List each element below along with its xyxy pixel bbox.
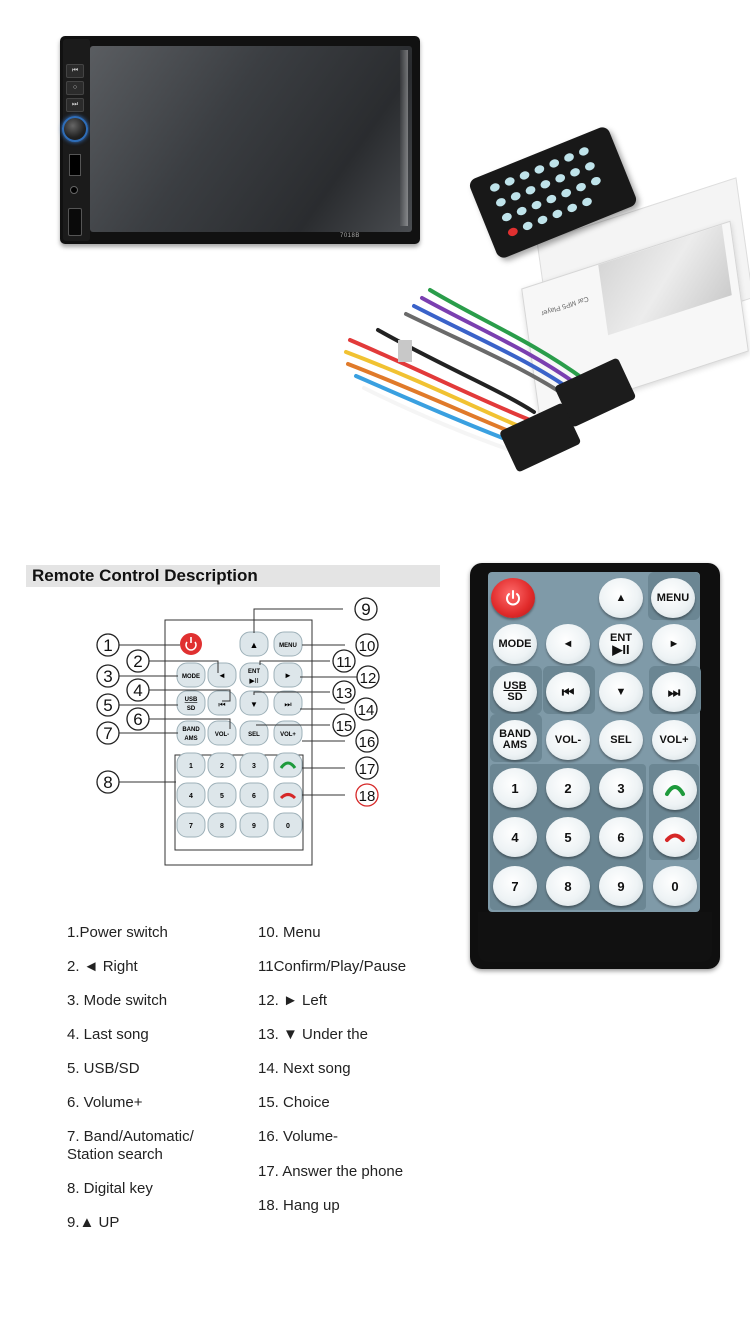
legend-item: 6. Volume+ [67,1094,143,1111]
usb-port [68,208,82,236]
num-key-0[interactable]: 0 [653,866,697,906]
manual-caption: Car MP5 Player [540,294,590,317]
next-key[interactable]: ⏭ [652,672,696,712]
up-key[interactable]: ▲ [599,578,643,618]
diagram-callout-number: 7 [103,724,113,743]
svg-text:SD: SD [186,706,196,712]
legend-item: 4. Last song [67,1026,149,1043]
num-key-9[interactable]: 9 [599,866,643,906]
svg-text:USB: USB [184,697,198,703]
menu-key[interactable]: MENU [651,578,695,618]
down-key[interactable]: ▼ [599,672,643,712]
legend-item: 10. Menu [258,924,321,941]
legend-item: 18. Hang up [258,1197,340,1214]
volume-knob-icon [62,116,88,142]
legend-item: 8. Digital key [67,1180,153,1197]
legend-item: 17. Answer the phone [258,1163,404,1180]
right-key[interactable]: ► [652,624,696,664]
answer-key[interactable] [653,770,697,810]
diagram-num-label: 1 [189,763,193,770]
diagram-callout-number: 1 [103,636,113,655]
diagram-callout-number: 2 [133,652,143,671]
legend-item: 9.▲ UP [67,1214,120,1231]
head-unit-mode-button: ○ [66,81,84,95]
svg-text:⏮: ⏮ [218,700,226,709]
power-key[interactable] [491,578,535,618]
svg-text:VOL+: VOL+ [280,732,296,738]
diagram-num-label: 8 [220,823,224,830]
ent-key[interactable]: ENT ▶II [599,624,643,664]
phone-answer-icon [664,782,686,798]
num-key-6[interactable]: 6 [599,817,643,857]
legend-item: 16. Volume- [258,1128,339,1145]
band-ams-key[interactable]: BAND AMS [493,720,537,760]
diagram-callout-number: 8 [103,773,113,792]
model-label: 7018B [340,233,360,239]
legend-item: 12. ► Left [258,992,328,1009]
svg-text:VOL-: VOL- [214,732,230,738]
svg-text:⏭: ⏭ [284,700,292,709]
fuse-holder-icon [398,340,412,362]
diagram-answer-key [274,753,302,777]
diagram-callout-number: 16 [358,734,376,751]
legend-item: 13. ▼ Under the [258,1026,368,1043]
diagram-callout-number: 9 [361,600,371,619]
diagram-callout-number: 6 [133,710,143,729]
diagram-callout-number: 3 [103,667,113,686]
sel-key[interactable]: SEL [599,720,643,760]
legend-item: 11Confirm/Play/Pause [258,958,407,975]
diagram-num-label: 6 [252,793,256,800]
num-key-8[interactable]: 8 [546,866,590,906]
diagram-callout-number: 15 [335,718,353,735]
diagram-callout-number: 5 [103,696,113,715]
sd-slot [69,154,81,176]
prev-key[interactable]: ⏮ [546,672,590,712]
svg-text:MENU: MENU [279,643,297,649]
diagram-power-key [180,633,202,655]
diagram-num-label: 5 [220,793,224,800]
head-unit-photo [60,36,420,244]
diagram-callout-number: 14 [357,702,375,719]
diagram-callout-number: 13 [335,685,353,702]
diagram-num-label: 3 [252,763,256,770]
power-icon [503,588,523,608]
hangup-key[interactable] [653,817,697,857]
section-title: Remote Control Description [32,566,258,585]
vol-minus-key[interactable]: VOL- [546,720,590,760]
vol-plus-key[interactable]: VOL+ [652,720,696,760]
legend-item: 5. USB/SD [67,1060,140,1077]
wiring-harness-photo [330,280,650,490]
screen-reflection [400,50,408,226]
svg-text:SEL: SEL [248,732,260,738]
head-unit-prev-button: ⏮ [66,64,84,78]
left-key[interactable]: ◄ [546,624,590,664]
diagram-callout-number: 4 [133,681,143,700]
legend-item: 1.Power switch [67,924,168,941]
diagram-num-label: 4 [189,793,193,800]
diagram-callout-number: 18 [358,788,376,805]
svg-text:▶II: ▶II [249,678,259,685]
diagram-callout-number: 12 [359,670,377,687]
mode-key[interactable]: MODE [493,624,537,664]
svg-text:ENT: ENT [248,669,260,675]
usb-sd-key[interactable]: USB SD [493,672,537,712]
legend-item: 7. Band/Automatic/ Station search [67,1128,194,1163]
num-key-4[interactable]: 4 [493,817,537,857]
remote-diagram [90,595,400,870]
legend-item: 2. ◄ Right [67,958,138,975]
remote-bottom [478,912,712,962]
diagram-callout-number: 10 [358,638,376,655]
head-unit-next-button: ⏭ [66,98,84,112]
num-key-7[interactable]: 7 [493,866,537,906]
svg-text:▼: ▼ [250,700,258,709]
diagram-callout-number: 17 [358,761,376,778]
diagram-num-label: 7 [189,823,193,830]
svg-text:MODE: MODE [182,674,200,680]
num-key-5[interactable]: 5 [546,817,590,857]
num-key-1[interactable]: 1 [493,768,537,808]
svg-text:BAND: BAND [182,727,200,733]
head-unit-screen [90,46,412,232]
diagram-num-label: 9 [252,823,256,830]
svg-text:◄: ◄ [218,671,226,680]
legend-item: 14. Next song [258,1060,351,1077]
diagram-num-label: 2 [220,763,224,770]
num-key-3[interactable]: 3 [599,768,643,808]
phone-hangup-icon [664,829,686,845]
legend-item: 15. Choice [258,1094,330,1111]
svg-text:►: ► [284,671,292,680]
svg-text:▲: ▲ [249,640,259,650]
legend-item: 3. Mode switch [67,992,168,1009]
svg-text:AMS: AMS [184,736,198,742]
diagram-callout-number: 11 [336,654,352,671]
diagram-num-label: 0 [286,823,290,830]
aux-jack-icon [70,186,78,194]
num-key-2[interactable]: 2 [546,768,590,808]
